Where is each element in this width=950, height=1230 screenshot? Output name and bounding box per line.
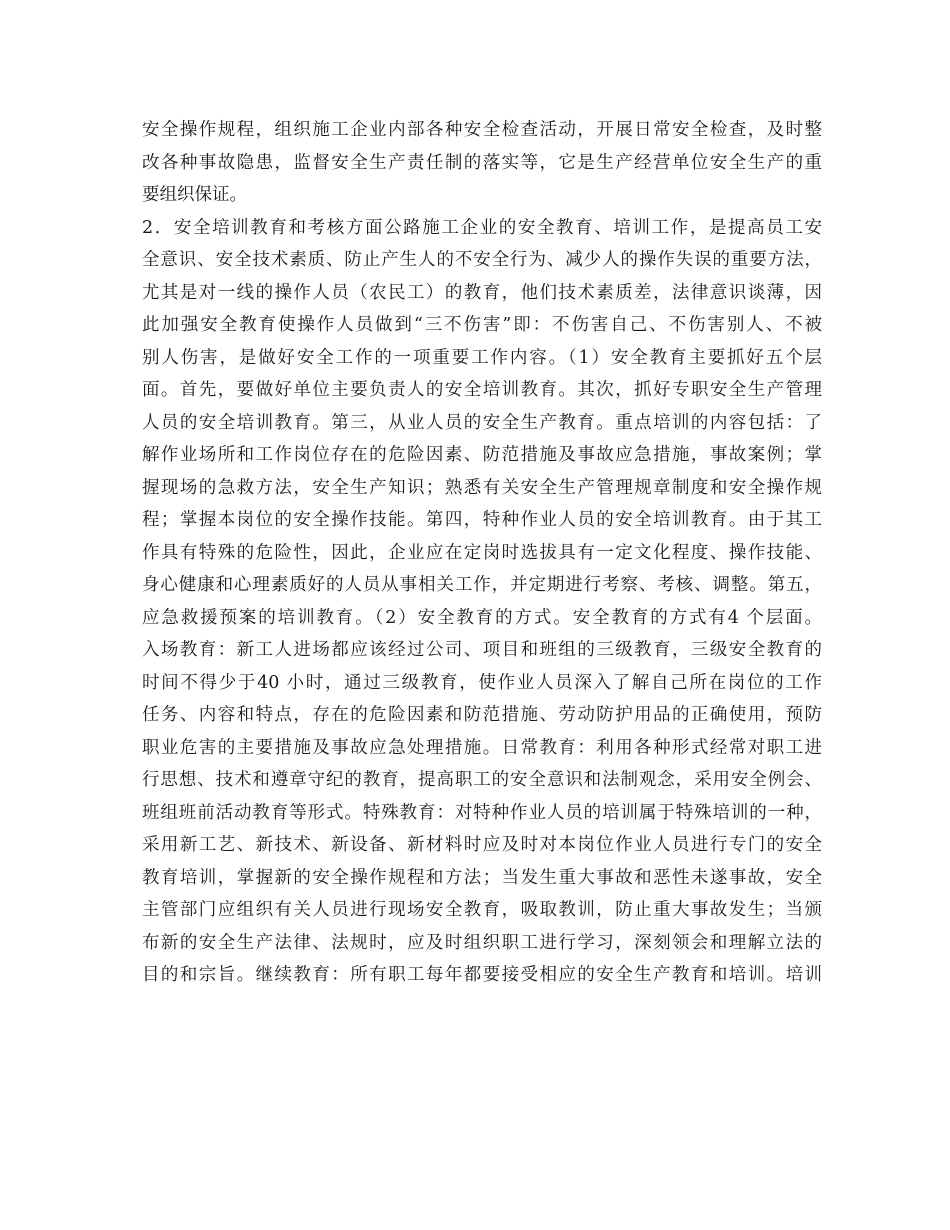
- text-line-25: 主管部门应组织有关人员进行现场安全教育，吸取教训，防止重大事故发生；当颁: [142, 900, 822, 920]
- text-line-7: 此加强安全教育使操作人员做到“三不伤害”即：不伤害自己、不伤害别人、不被: [142, 315, 822, 335]
- text-line-22: 班组班前活动教育等形式。特殊教育：对特种作业人员的培训属于特殊培训的一种，: [142, 802, 822, 823]
- text-line-21: 行思想、技术和遵章守纪的教育，提高职工的安全意识和法制观念，采用安全例会、: [142, 770, 822, 790]
- text-line-23: 采用新工艺、新技术、新设备、新材料时应及时对本岗位作业人员进行专门的安全: [142, 835, 822, 855]
- text-line-20: 职业危害的主要措施及事故应急处理措施。日常教育：利用各种形式经常对职工进: [142, 737, 822, 758]
- text-line-1: 安全操作规程，组织施工企业内部各种安全检查活动，开展日常安全检查，及时整: [142, 120, 822, 140]
- text-line-15: 身心健康和心理素质好的人员从事相关工作，并定期进行考察、考核、调整。第五，: [142, 575, 822, 595]
- text-line-27: 目的和宗旨。继续教育：所有职工每年都要接受相应的安全生产教育和培训。培训: [142, 965, 822, 985]
- text-line-11: 解作业场所和工作岗位存在的危险因素、防范措施及事故应急措施，事故案例；掌: [142, 445, 822, 465]
- text-line-18: 时间不得少于40 小时，通过三级教育，使作业人员深入了解自己所在岗位的工作: [142, 672, 822, 693]
- text-line-9: 面。首先，要做好单位主要负责人的安全培训教育。其次，抓好专职安全生产管理: [142, 380, 822, 400]
- text-line-14: 作具有特殊的危险性，因此，企业应在定岗时选拔具有一定文化程度、操作技能、: [142, 542, 822, 563]
- text-line-6: 尤其是对一线的操作人员（农民工）的教育，他们技术素质差，法律意识谈薄，因: [142, 282, 822, 303]
- text-line-12: 握现场的急救方法，安全生产知识；熟悉有关安全生产管理规章制度和安全操作规: [142, 477, 822, 498]
- text-line-3: 要组织保证。: [142, 185, 247, 205]
- text-line-4: 2．安全培训教育和考核方面公路施工企业的安全教育、培训工作，是提高员工安: [142, 217, 822, 238]
- text-line-19: 任务、内容和特点，存在的危险因素和防范措施、劳动防护用品的正确使用，预防: [142, 705, 822, 725]
- text-line-24: 教育培训，掌握新的安全操作规程和方法；当发生重大事故和恶性未遂事故，安全: [142, 867, 822, 888]
- body-text: [142, 114, 822, 992]
- text-line-16: 应急救援预案的培训教育。（2）安全教育的方式。安全教育的方式有4 个层面。: [142, 607, 822, 628]
- text-line-2: 改各种事故隐患，监督安全生产责任制的落实等，它是生产经营单位安全生产的重: [142, 152, 822, 173]
- text-line-17: 入场教育：新工人进场都应该经过公司、项目和班组的三级教育，三级安全教育的: [142, 640, 822, 660]
- text-line-10: 人员的安全培训教育。第三，从业人员的安全生产教育。重点培训的内容包括：了: [142, 412, 822, 433]
- text-line-26: 布新的安全生产法律、法规时，应及时组织职工进行学习，深刻领会和理解立法的: [142, 932, 822, 953]
- text-line-8: 别人伤害，是做好安全工作的一项重要工作内容。（1）安全教育主要抓好五个层: [142, 347, 822, 368]
- text-line-5: 全意识、安全技术素质、防止产生人的不安全行为、减少人的操作失误的重要方法，: [142, 250, 822, 270]
- text-line-13: 程；掌握本岗位的安全操作技能。第四，特种作业人员的安全培训教育。由于其工: [142, 510, 822, 530]
